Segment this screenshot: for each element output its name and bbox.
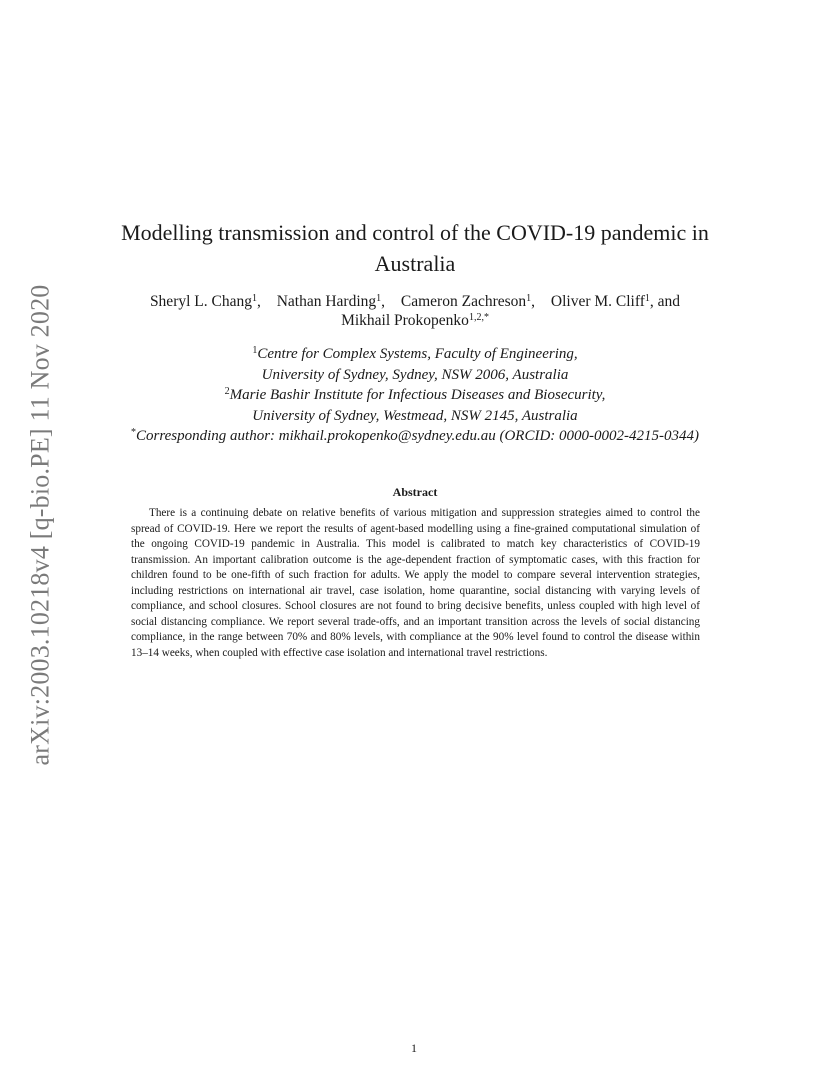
affiliation-2: $^2$Marie Bashir Institute for Infectious Diseases and Biosecurity,	[224, 386, 606, 403]
author-list: Sheryl L. Chang$^1$, Nathan Harding$^1$, Cameron Zachreson$^1$, Oliver M. Cliff$^1$, and Mikhail Prokopenko$^{1,2,*}$	[149, 293, 681, 329]
arxiv-identifier: arXiv:2003.10218v4 [q-bio.PE] 11 Nov 2020	[25, 284, 55, 766]
author-affiliation-mark: 1	[376, 293, 382, 304]
author-affiliation-mark: 1	[526, 293, 532, 304]
author-name: Mikhail Prokopenko	[341, 312, 469, 329]
author-name: Cameron Zachreson	[400, 293, 527, 310]
corresponding-author: *Corresponding author: mikhail.prokopenko@sydney.edu.au (ORCID: 0000-0002-4215-0344)	[130, 427, 700, 444]
affiliation-1-address: University of Sydney, Sydney, NSW 2006, Australia	[261, 366, 569, 383]
paper-title: Modelling transmission and control of the COVID-19 pandemic in Australia	[121, 220, 709, 276]
affiliations	[40, 344, 790, 447]
abstract-text: There is a continuing debate on relative benefits of various mitigation and suppression strategies aimed to control the spread of COVID-19. Here we report the results of agent-based modelling using a fine-grained computational simulation of the ongoing COVID-19 pandemic in Australia. This model is calibrated to match key characteristics of COVID-19 transmission. An important calibration outcome is the age-dependent fraction of symptomatic cases, with this fraction for children found to be one-fifth of such fraction for adults. We apply the model to compare several intervention strategies, including restrictions on international air travel, case isolation, home quarantine, social distancing with varying levels of compliance, and school closures. School closures are not found to bring decisive benefits, unless coupled with high level of social distancing compliance. We report several trade-offs, and an important transition across the levels of social distancing compliance, in the range between 70% and 80% levels, with compliance at the 90% level found to control the disease within 13–14 weeks, when coupled with effective case isolation and international travel restrictions.	[131, 507, 700, 659]
author-name: Nathan Harding	[276, 293, 377, 310]
abstract-heading: Abstract	[392, 485, 438, 499]
author-affiliation-mark: 1,2,*	[468, 312, 489, 323]
author-affiliation-mark: 1	[251, 293, 257, 304]
author-affiliation-mark: 1	[644, 293, 650, 304]
affiliation-1: $^1$Centre for Complex Systems, Faculty of Engineering,	[252, 345, 578, 362]
author-name: Sheryl L. Chang	[149, 293, 252, 310]
page-number: 1	[411, 1041, 417, 1055]
affiliation-2-address: University of Sydney, Westmead, NSW 2145, Australia	[252, 407, 578, 424]
author-name: Oliver M. Cliff	[550, 293, 645, 310]
